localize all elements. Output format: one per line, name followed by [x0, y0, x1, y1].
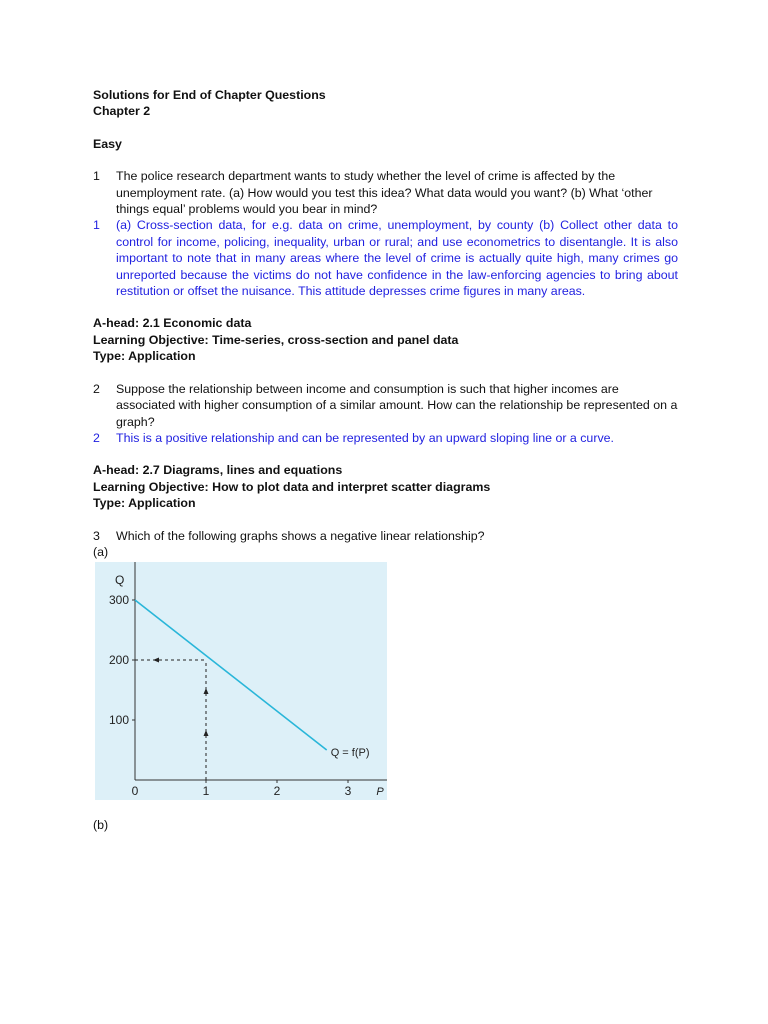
answer-2-number: 2: [93, 430, 100, 445]
x-tick-label: 1: [202, 784, 210, 799]
option-a-label: (a): [93, 544, 109, 559]
question-1-number: 1: [93, 169, 100, 184]
difficulty-level: Easy: [93, 136, 122, 151]
learning-objective-2: Learning Objective: How to plot data and interpret scatter diagrams: [93, 479, 491, 494]
question-2: [93, 381, 678, 430]
answer-1-text: (a) Cross-section data, for e.g. data on crime, unemployment, by county (b) Collect other data to control for income, policing, inequality, urban or rural; and use econometrics to disentangle. It is also important to note that in many areas where the level of crime is actually quite high, many crimes go unreported because the victims do not have confidence in the law-enforcing agencies to bring about restitution or offset the nuisance. This attitude depresses crime figures in many areas.: [116, 218, 678, 299]
chapter-heading: Chapter 2: [93, 104, 151, 119]
question-1: [93, 168, 678, 217]
chart-a-svg: [95, 562, 387, 800]
a-head-1: A-head: 2.1 Economic data: [93, 316, 252, 331]
a-head-2: A-head: 2.7 Diagrams, lines and equations: [93, 463, 343, 478]
question-3-number: 3: [93, 528, 100, 543]
y-axis-label: Q: [115, 573, 125, 588]
doc-title: Solutions for End of Chapter Questions: [93, 88, 326, 102]
document-page: [93, 87, 678, 834]
y-tick-label: 200: [108, 653, 129, 668]
x-axis-label: P: [376, 786, 384, 799]
x-tick-label: 2: [273, 784, 281, 799]
learning-objective-1: Learning Objective: Time-series, cross-section and panel data: [93, 332, 459, 347]
line-label: Q = f(P): [330, 747, 370, 760]
type-1: Type: Application: [93, 349, 196, 364]
y-tick-label: 100: [108, 713, 129, 728]
answer-2: [93, 430, 678, 446]
question-2-number: 2: [93, 381, 100, 396]
option-b-label: (b): [93, 818, 109, 833]
chart-background: [95, 562, 387, 800]
chart-a: [95, 562, 387, 800]
question-1-text: The police research department wants to study whether the level of crime is affected by the unemployment rate. (a) How would you test this idea? What data would you want? (b) What ‘other things equal’ problems would you bear in mind?: [116, 169, 653, 217]
type-2: Type: Application: [93, 496, 196, 511]
answer-1: [93, 217, 678, 299]
question-3-text: Which of the following graphs shows a negative linear relationship?: [116, 528, 485, 543]
question-3: [93, 528, 678, 544]
question-2-text: Suppose the relationship between income and consumption is such that higher incomes are associated with higher consumption of a similar amount. How can the relationship be represented on a graph?: [116, 381, 678, 429]
y-tick-label: 300: [108, 593, 129, 608]
answer-2-text: This is a positive relationship and can be represented by an upward sloping line or a curve.: [116, 430, 614, 445]
answer-1-number: 1: [93, 218, 100, 233]
x-tick-label: 3: [344, 784, 352, 799]
x-tick-label: 0: [131, 784, 139, 799]
